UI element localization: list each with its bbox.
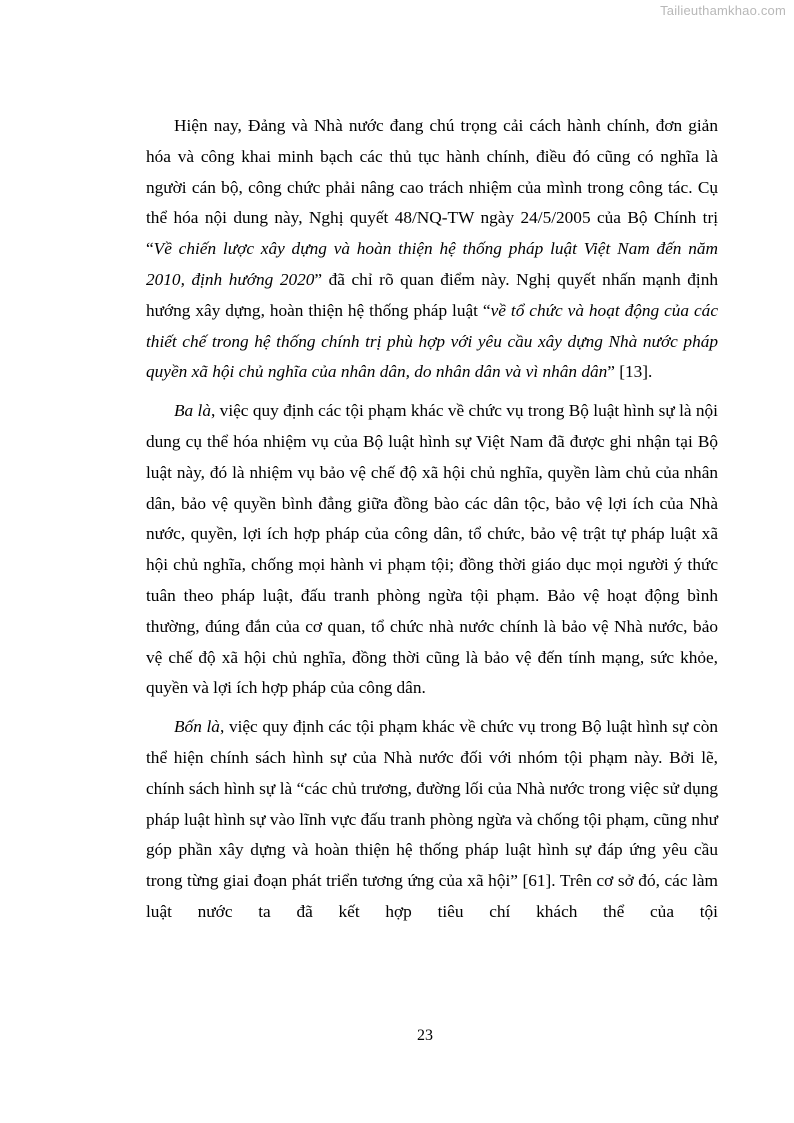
paragraph-1 <box>146 111 718 388</box>
text-segment: ” [13]. <box>607 362 653 382</box>
body-text <box>146 111 718 928</box>
page-number: 23 <box>417 1027 433 1044</box>
watermark: Tailieuthamkhao.com <box>660 3 786 18</box>
text-segment: , việc quy định các tội phạm khác về chức vụ trong Bộ luật hình sự còn thể hiện chính sách hình sự của Nhà nước đối với nhóm tội phạm này. Bởi lẽ, chính sách hình sự là “các chủ trương, đường lối của Nhà nước trong việc sử dụng pháp luật hình sự vào lĩnh vực đấu tranh phòng ngừa và chống tội phạm, cũng như góp phần xây dựng và hoàn thiện hệ thống pháp luật hình sự đáp ứng yêu cầu trong từng giai đoạn phát triển tương ứng của xã hội” [61]. Trên cơ sở đó, các làm luật nước ta đã kết hợp tiêu chí khách thể của tội <box>146 717 718 921</box>
paragraph-3 <box>146 712 718 928</box>
text-segment: ” đã chỉ rõ quan điểm này. Nghị quyết nhấn mạnh định hướng xây dựng, hoàn thiện hệ thống pháp luật “ <box>146 269 718 320</box>
text-segment-italic: Về chiến lược xây dựng và hoàn thiện hệ thống pháp luật Việt Nam đến năm 2010, định hướng 2020 <box>146 239 718 289</box>
text-segment-italic: Bốn là <box>174 717 220 737</box>
text-segment-italic: Ba là <box>174 401 211 421</box>
text-segment-italic: về tổ chức và hoạt động của các thiết chế trong hệ thống chính trị phù hợp với yêu cầu xây dựng Nhà nước pháp quyền xã hội chủ nghĩa của nhân dân, do nhân dân và vì nhân dân <box>146 300 718 382</box>
text-segment: Hiện nay, Đảng và Nhà nước đang chú trọng cải cách hành chính, đơn giản hóa và công khai minh bạch các thủ tục hành chính, điều đó cũng có nghĩa là người cán bộ, công chức phải nâng cao trách nhiệm của mình trong công tác. Cụ thể hóa nội dung này, Nghị quyết 48/NQ-TW ngày 24/5/2005 của Bộ Chính trị “ <box>146 116 718 259</box>
text-segment: , việc quy định các tội phạm khác về chức vụ trong Bộ luật hình sự là nội dung cụ thể hóa nhiệm vụ của Bộ luật hình sự Việt Nam đã được ghi nhận tại Bộ luật này, đó là nhiệm vụ bảo vệ chế độ xã hội chủ nghĩa, quyền làm chủ của nhân dân, bảo vệ quyền bình đẳng giữa đồng bào các dân tộc, bảo vệ lợi ích của Nhà nước, quyền, lợi ích hợp pháp của công dân, tổ chức, bảo vệ trật tự pháp luật xã hội chủ nghĩa, chống mọi hành vi phạm tội; đồng thời giáo dục mọi người ý thức tuân theo pháp luật, đấu tranh phòng ngừa tội phạm. Bảo vệ hoạt động bình thường, đúng đắn của cơ quan, tổ chức nhà nước chính là bảo vệ Nhà nước, bảo vệ chế độ xã hội chủ nghĩa, đồng thời cũng là bảo vệ đến tính mạng, sức khỏe, quyền và lợi ích hợp pháp của công dân. <box>146 401 718 698</box>
paragraph-2 <box>146 396 718 704</box>
